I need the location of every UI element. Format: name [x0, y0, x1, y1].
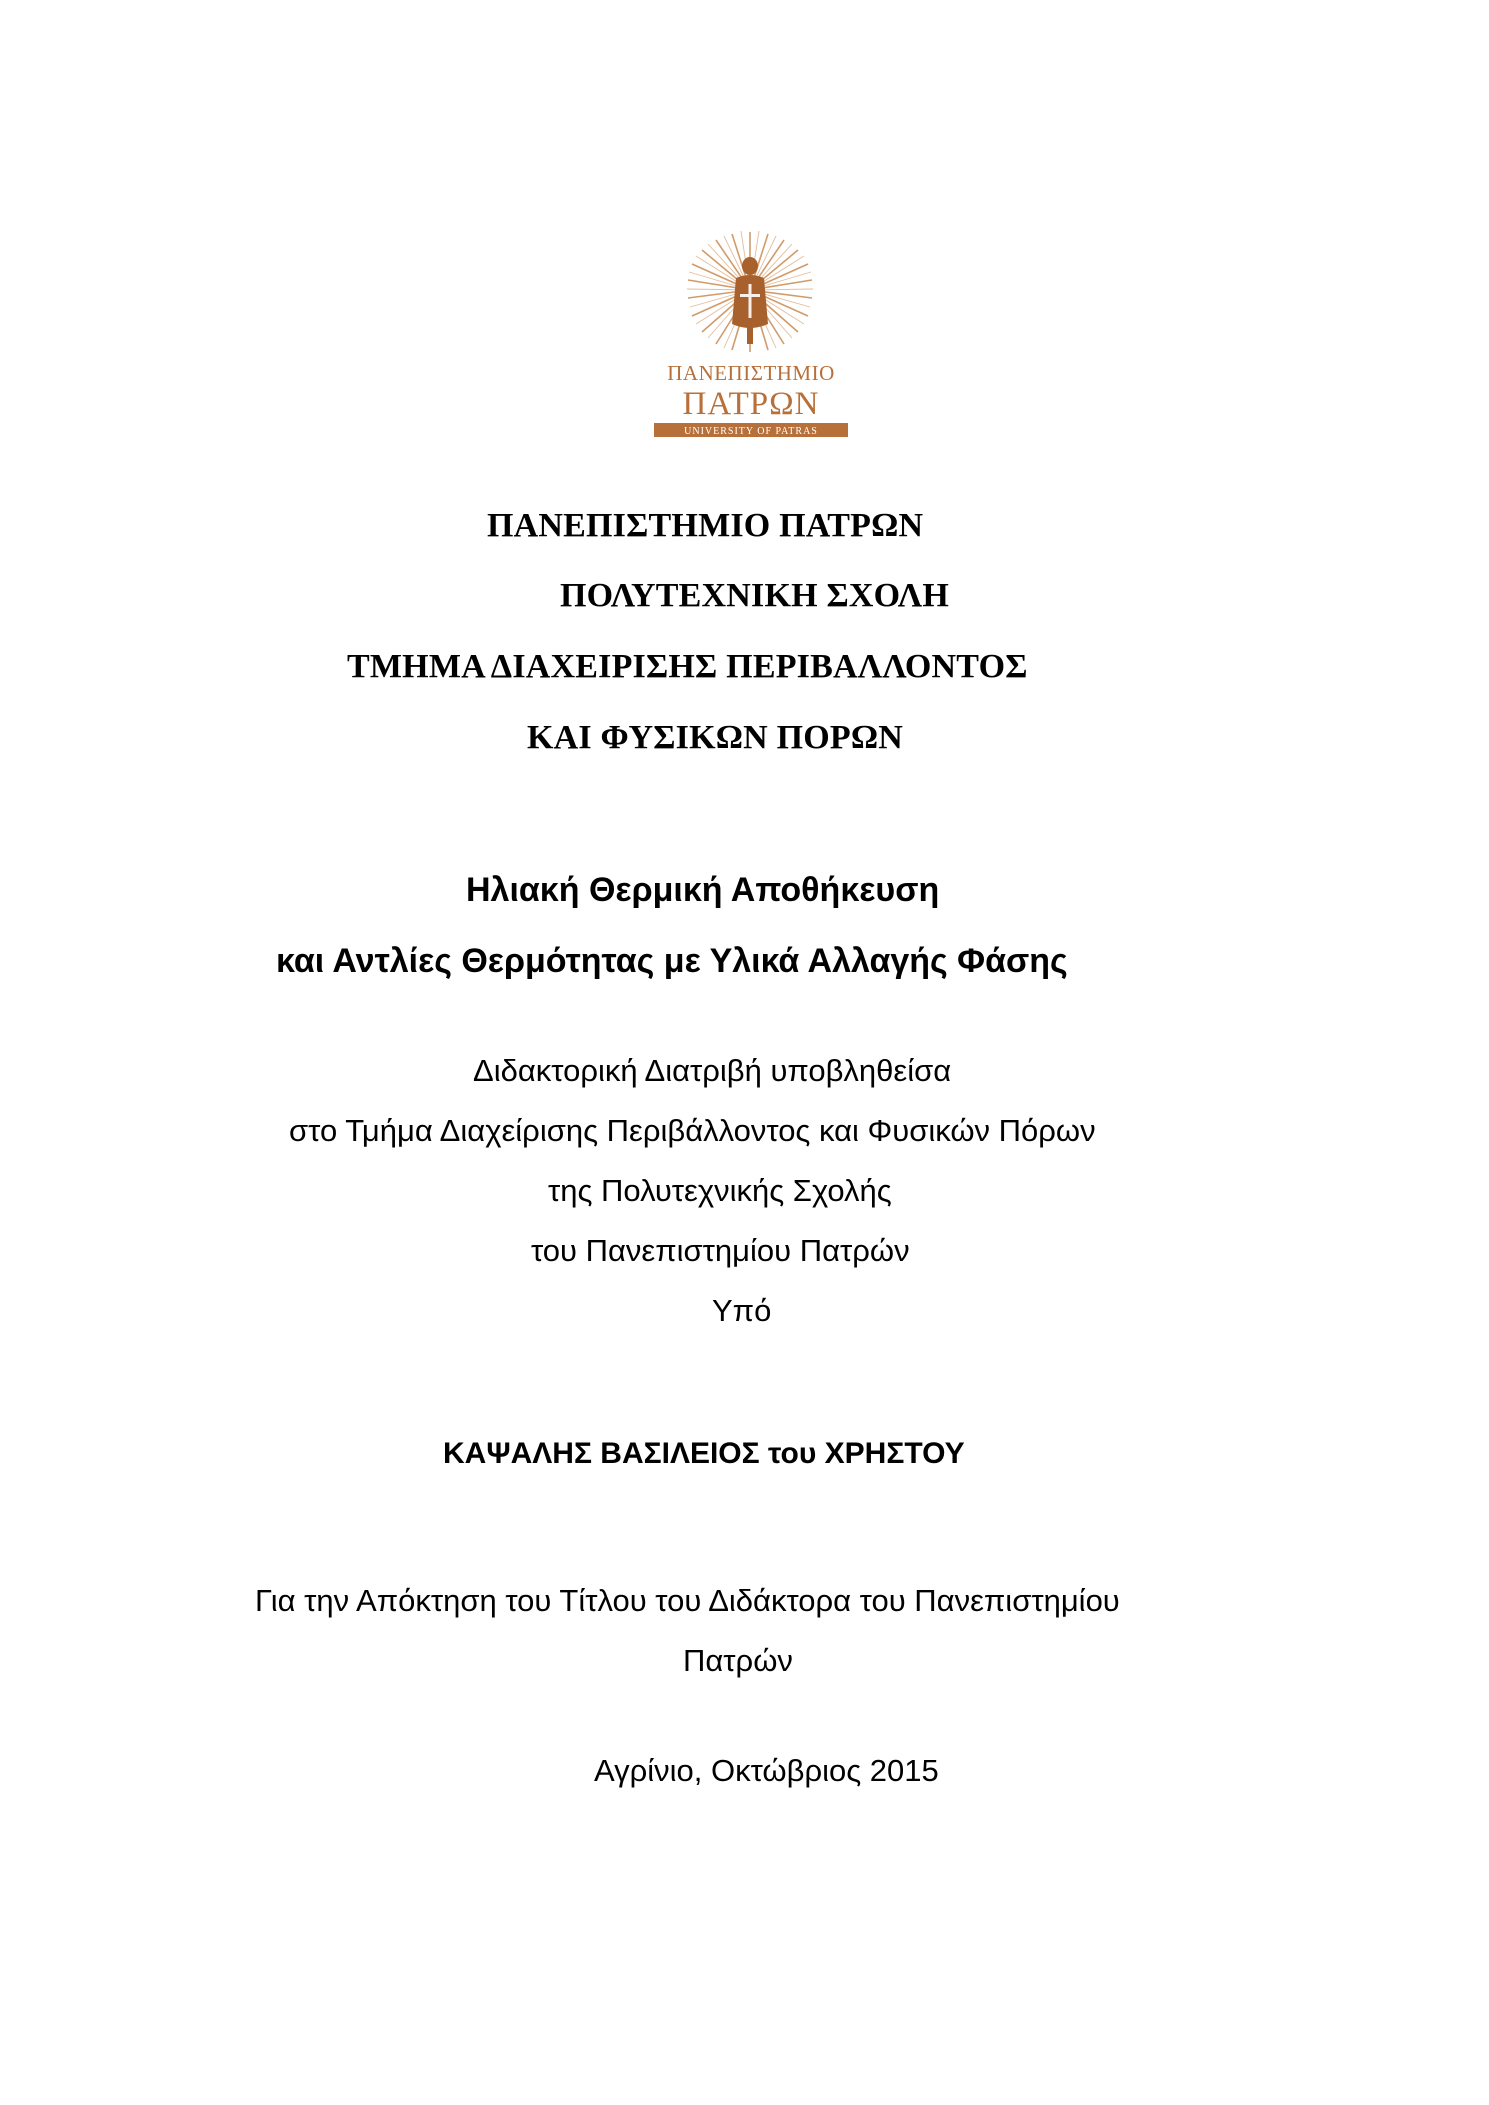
author-name: ΚΑΨΑΛΗΣ ΒΑΣΙΛΕΙΟΣ του ΧΡΗΣΤΟΥ: [443, 1437, 965, 1470]
school-name: ΠΟΛΥΤΕΧΝΙΚΗ ΣΧΟΛΗ: [560, 577, 950, 614]
department-name-line1: ΤΜΗΜΑ ΔΙΑΧΕΙΡΙΣΗΣ ΠΕΡΙΒΑΛΛΟΝΤΟΣ: [347, 648, 1028, 685]
thesis-title-line1: Ηλιακή Θερμική Αποθήκευση: [466, 871, 940, 909]
logo-banner-text: UNIVERSITY OF PATRAS: [684, 426, 818, 437]
submission-line3: της Πολυτεχνικής Σχολής: [548, 1173, 892, 1208]
logo-name-line1: ΠΑΝΕΠΙΣΤΗΜΙΟ: [667, 361, 835, 385]
logo-name-line2: ΠΑΤΡΩΝ: [682, 386, 820, 422]
submission-line2: στο Τμήμα Διαχείρισης Περιβάλλοντος και Φυσικών Πόρων: [289, 1113, 1096, 1148]
university-seal-icon: [650, 228, 852, 446]
place-and-date: Αγρίνιο, Οκτώβριος 2015: [594, 1753, 939, 1788]
submission-by-label: Υπό: [712, 1293, 772, 1328]
thesis-title-line2: και Αντλίες Θερμότητας με Υλικά Αλλαγής Φάσης: [276, 942, 1068, 980]
purpose-line2: Πατρών: [683, 1643, 793, 1678]
purpose-line1: Για την Απόκτηση του Τίτλου του Διδάκτορα του Πανεπιστημίου: [255, 1583, 1120, 1618]
university-name: ΠΑΝΕΠΙΣΤΗΜΙΟ ΠΑΤΡΩΝ: [487, 507, 924, 544]
submission-line1: Διδακτορική Διατριβή υποβληθείσα: [473, 1053, 952, 1088]
university-logo: [650, 228, 852, 446]
department-name-line2: ΚΑΙ ΦΥΣΙΚΩΝ ΠΟΡΩΝ: [527, 719, 904, 756]
submission-line4: του Πανεπιστημίου Πατρών: [531, 1233, 910, 1268]
